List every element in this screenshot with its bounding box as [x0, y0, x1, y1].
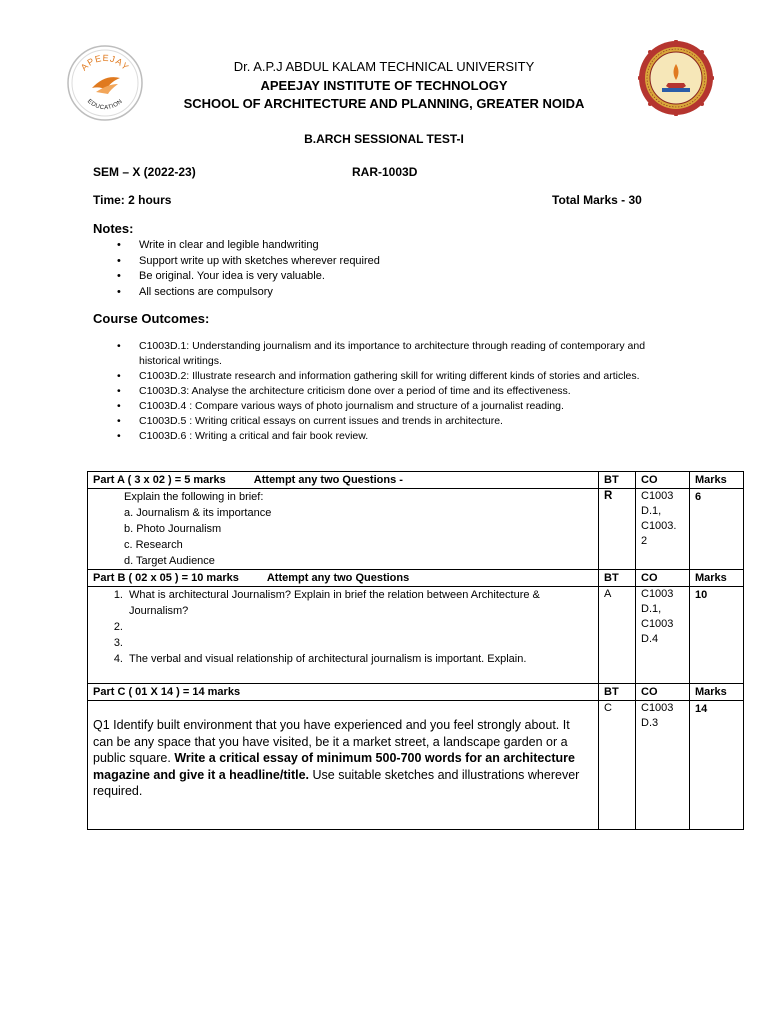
course-code: RAR-1003D: [352, 165, 418, 179]
part-a-item: a. Journalism & its importance: [124, 507, 272, 519]
part-b-instruction: Attempt any two Questions: [266, 572, 410, 584]
col-co-header: CO: [636, 570, 690, 587]
part-b-question-list: [93, 587, 593, 667]
logo-text-top: APEEJAY: [78, 52, 132, 73]
note-item: • Support write up with sketches wherever required: [93, 254, 380, 270]
co-line: C1003: [641, 588, 674, 600]
total-marks-label: Total Marks - 30: [552, 193, 642, 207]
co-line: C1003: [641, 618, 674, 630]
part-a-item: c. Research: [124, 539, 183, 551]
course-outcome-item: • C1003D.3: Analyse the architecture criticism done over a period of time and its effectiveness.: [93, 384, 669, 399]
part-b-header-row: [88, 570, 744, 587]
notes-list: [93, 238, 380, 301]
part-c-question-emphasis: Write a critical essay of minimum 500-700 words for an architecture magazine and give it a headline/title.: [93, 751, 575, 782]
part-a-bt: R: [599, 489, 636, 570]
col-co-header: CO: [636, 684, 690, 701]
part-b-questions: [88, 587, 599, 684]
part-a-marks: 6: [690, 489, 744, 570]
part-a-co: [636, 489, 690, 570]
part-a-header: [88, 472, 599, 489]
co-line: 2: [641, 535, 648, 547]
col-bt-header: BT: [599, 570, 636, 587]
part-b-question: [93, 619, 593, 635]
course-outcome-item: • C1003D.5 : Writing critical essays on current issues and trends in architecture.: [93, 414, 669, 429]
note-item: • All sections are compulsory: [93, 285, 380, 301]
time-label: Time: 2 hours: [93, 193, 172, 207]
course-outcomes-heading: Course Outcomes:: [93, 311, 210, 326]
part-b-co: [636, 587, 690, 684]
part-b-header: [88, 570, 599, 587]
course-outcome-item: • C1003D.1: Understanding journalism and its importance to architecture through reading of contemporary and historical writings.: [93, 339, 669, 368]
part-c-bt: C: [599, 701, 636, 830]
part-b-bt: A: [599, 587, 636, 684]
question-number: 4.: [113, 653, 123, 665]
part-a-instruction: Attempt any two Questions -: [253, 474, 403, 486]
course-outcome-item: • C1003D.4 : Compare various ways of photo journalism and structure of a journalist reading.: [93, 399, 669, 414]
note-item: • Be original. Your idea is very valuable.: [93, 269, 380, 285]
question-number: 1.: [113, 589, 123, 601]
part-a-item: b. Photo Journalism: [124, 523, 222, 535]
co-line: C1003: [641, 702, 674, 714]
part-c-question-text-end: Use suitable sketches and illustrations wherever required.: [93, 767, 580, 798]
co-line: D.1,: [641, 505, 662, 517]
co-line: D.4: [641, 633, 659, 645]
part-a-intro: Explain the following in brief:: [124, 491, 264, 503]
question-table: [87, 471, 744, 830]
part-b-marks: 10: [690, 587, 744, 684]
part-c-body-row: [88, 701, 744, 830]
note-item: • Write in clear and legible handwriting: [93, 238, 380, 254]
institute-name: APEEJAY INSTITUTE OF TECHNOLOGY: [260, 78, 508, 93]
course-outcome-item: • C1003D.6 : Writing a critical and fair book review.: [93, 429, 669, 444]
logo-text-bottom: EDUCATION: [85, 98, 125, 112]
semester-label: SEM – X (2022-23): [93, 165, 196, 179]
notes-heading: Notes:: [93, 221, 134, 236]
university-name: Dr. A.P.J ABDUL KALAM TECHNICAL UNIVERSITY: [233, 59, 535, 74]
part-b-body-row: [88, 587, 744, 684]
part-a-title: Part A ( 3 x 02 ) = 5 marks: [93, 474, 226, 486]
question-text: The verbal and visual relationship of architectural journalism is important. Explain.: [129, 653, 527, 665]
co-line: D.3: [641, 717, 659, 729]
part-a-question: [88, 489, 599, 570]
col-bt-header: BT: [599, 684, 636, 701]
part-c-co: [636, 701, 690, 830]
col-marks-header: Marks: [690, 570, 744, 587]
col-marks-header: Marks: [690, 684, 744, 701]
course-outcomes-list: [93, 339, 669, 444]
part-b-title: Part B ( 02 x 05 ) = 10 marks: [93, 572, 239, 584]
part-a-body-row: [88, 489, 744, 570]
part-a-item: d. Target Audience: [124, 555, 215, 567]
question-text: What is architectural Journalism? Explain in brief the relation between Architecture & Journalism?: [129, 589, 540, 617]
part-c-title: Part C ( 01 X 14 ) = 14 marks: [88, 684, 599, 701]
co-line: C1003.: [641, 520, 677, 532]
part-c-marks: 14: [690, 701, 744, 830]
co-line: D.1,: [641, 603, 662, 615]
part-b-question: [93, 587, 593, 619]
course-outcome-item: • C1003D.2: Illustrate research and information gathering skill for writing different kinds of stories and articles.: [93, 369, 669, 384]
part-c-question-text: Q1 Identify built environment that you have experienced and you feel strongly about. It can be any space that you have visited, be it a market street, a landscape garden or a public square.: [93, 718, 570, 765]
test-title: B.ARCH SESSIONAL TEST-I: [304, 132, 464, 146]
part-b-question: [93, 651, 593, 667]
part-c-header-row: [88, 684, 744, 701]
col-marks-header: Marks: [690, 472, 744, 489]
col-bt-header: BT: [599, 472, 636, 489]
school-name: SCHOOL OF ARCHITECTURE AND PLANNING, GREATER NOIDA: [183, 96, 585, 111]
part-b-question: [93, 635, 593, 651]
question-number: 3.: [113, 637, 123, 649]
co-line: C1003: [641, 490, 674, 502]
part-a-header-row: [88, 472, 744, 489]
col-co-header: CO: [636, 472, 690, 489]
part-c-question: [88, 701, 599, 830]
question-number: 2.: [113, 621, 123, 633]
